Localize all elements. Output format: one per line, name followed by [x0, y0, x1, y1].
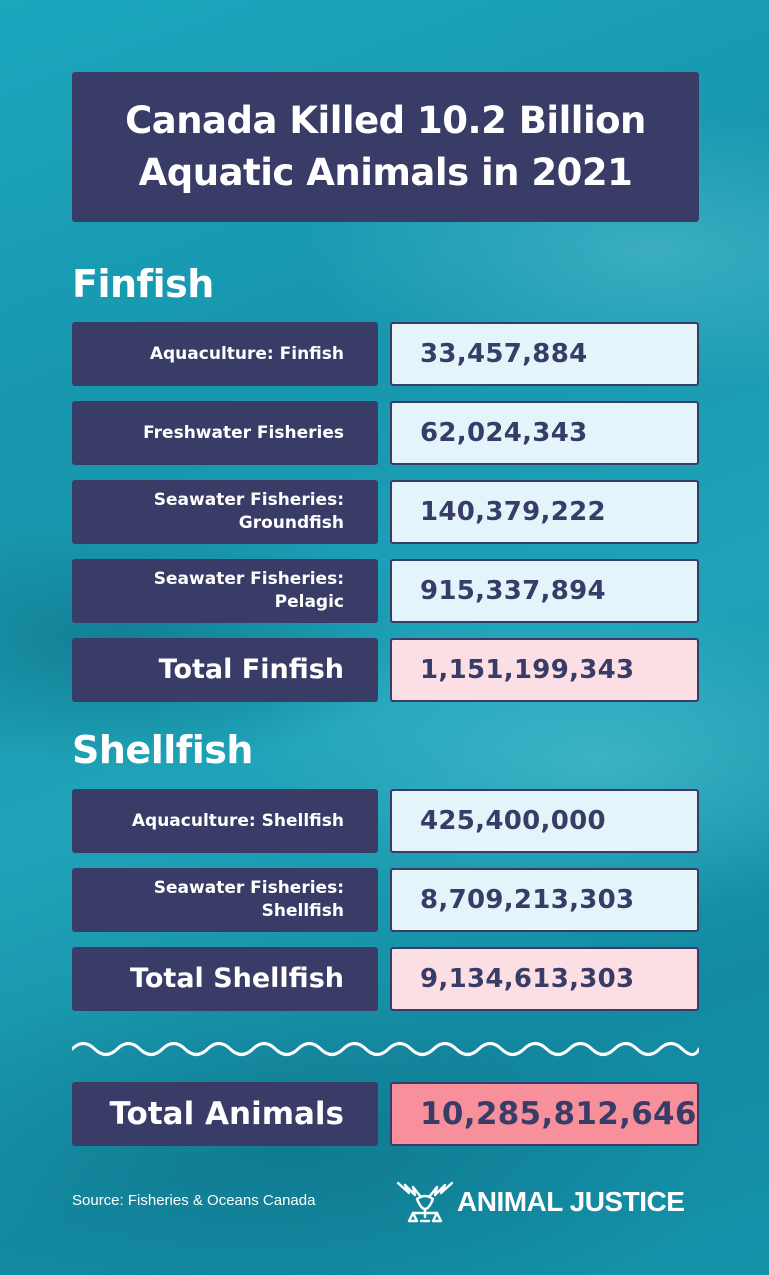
row-value: 9,134,613,303 [390, 947, 699, 1011]
row-value: 8,709,213,303 [390, 868, 699, 932]
animal-justice-logo [395, 1178, 700, 1226]
table-row [72, 401, 699, 465]
total-finfish-row [72, 638, 699, 702]
table-row [72, 480, 699, 544]
page-title: Canada Killed 10.2 Billion Aquatic Animals in 2021 [125, 99, 646, 194]
row-label: Aquaculture: Finfish [72, 322, 378, 386]
row-label: Total Finfish [72, 638, 378, 702]
row-value: 915,337,894 [390, 559, 699, 623]
logo-text: ANIMAL JUSTICE [457, 1186, 685, 1217]
shellfish-heading: Shellfish [72, 728, 253, 772]
grand-total-row [72, 1082, 699, 1146]
row-label: Freshwater Fisheries [72, 401, 378, 465]
table-row [72, 868, 699, 932]
row-label: Total Shellfish [72, 947, 378, 1011]
row-label: Total Animals [72, 1082, 378, 1146]
row-value: 62,024,343 [390, 401, 699, 465]
row-label: Aquaculture: Shellfish [72, 789, 378, 853]
total-shellfish-row [72, 947, 699, 1011]
row-label: Seawater Fisheries: Groundfish [72, 480, 378, 544]
table-row [72, 322, 699, 386]
wave-divider [72, 1036, 699, 1062]
table-row [72, 789, 699, 853]
table-row [72, 559, 699, 623]
row-value: 140,379,222 [390, 480, 699, 544]
source-note: Source: Fisheries & Oceans Canada [72, 1192, 316, 1209]
bird-scales-icon [395, 1179, 455, 1225]
row-label: Seawater Fisheries: Shellfish [72, 868, 378, 932]
finfish-heading: Finfish [72, 262, 214, 306]
row-value: 425,400,000 [390, 789, 699, 853]
row-value: 1,151,199,343 [390, 638, 699, 702]
row-label: Seawater Fisheries: Pelagic [72, 559, 378, 623]
row-value: 33,457,884 [390, 322, 699, 386]
row-value: 10,285,812,646 [390, 1082, 699, 1146]
title-banner [72, 72, 699, 222]
